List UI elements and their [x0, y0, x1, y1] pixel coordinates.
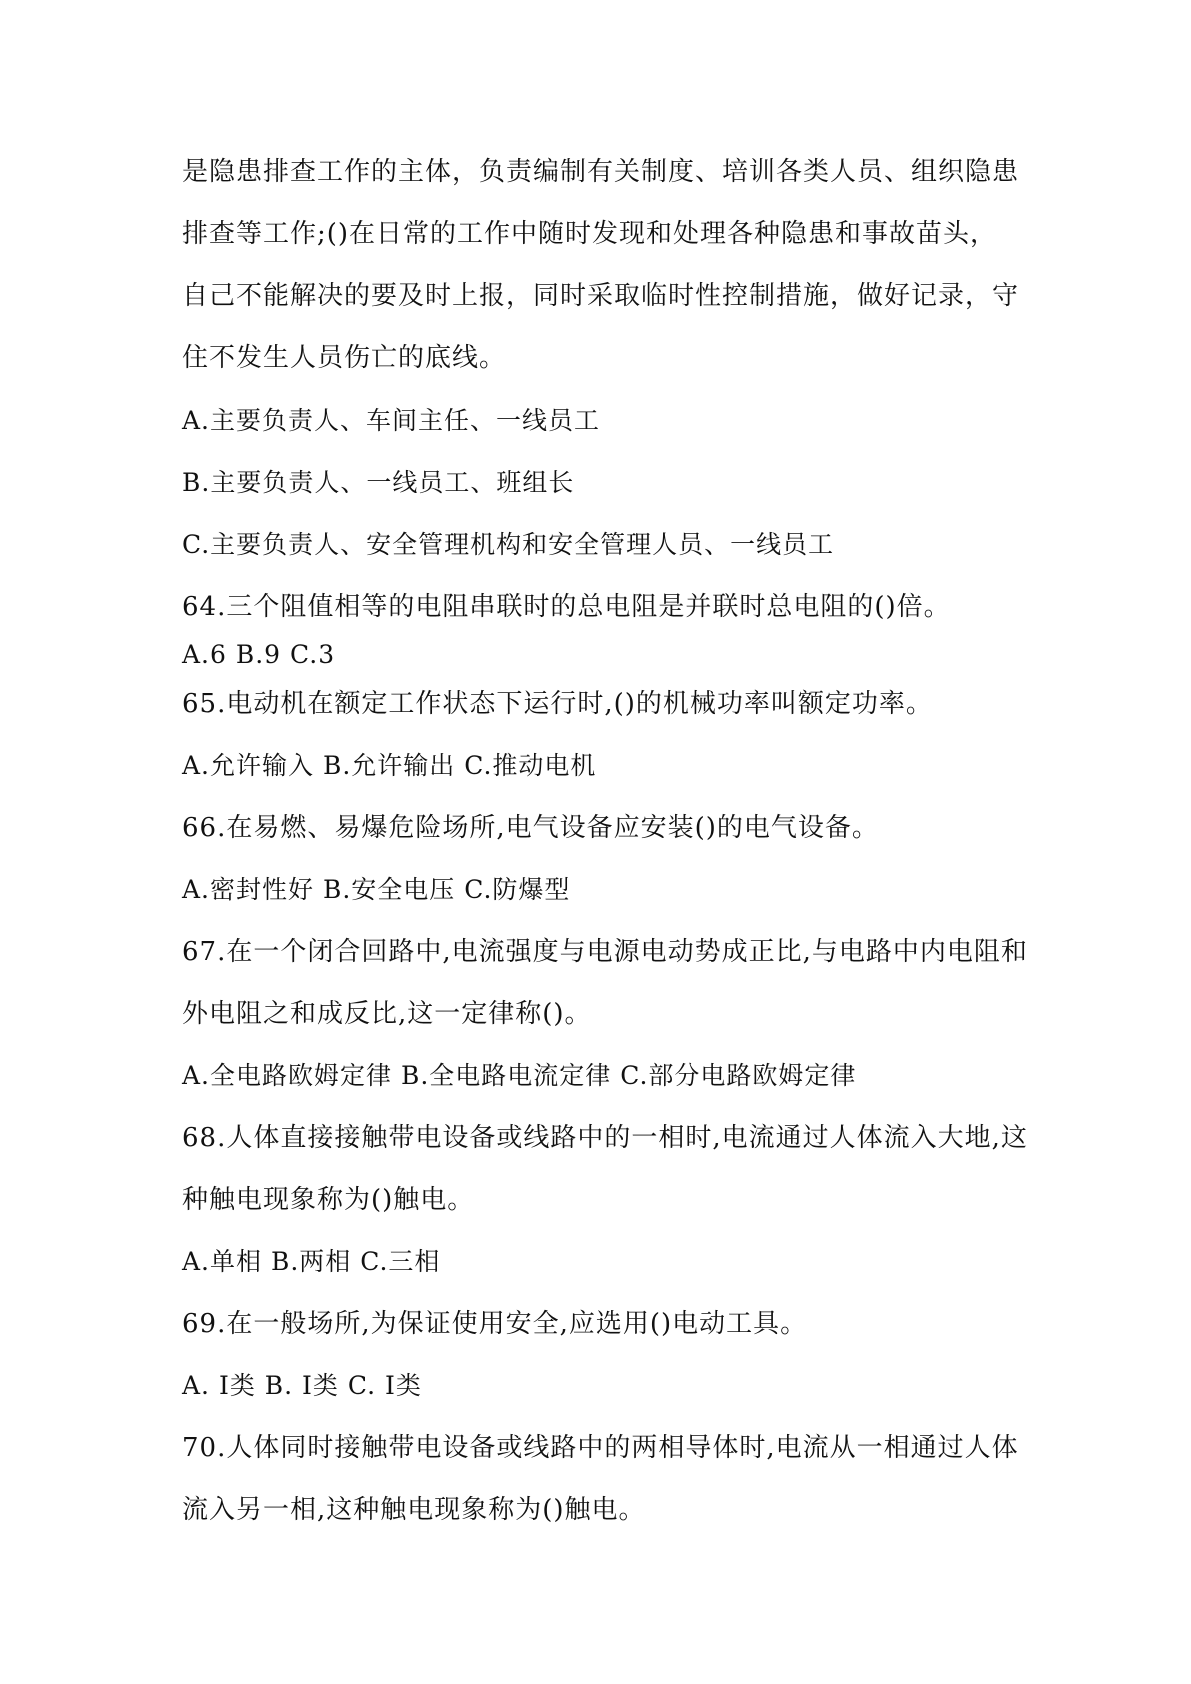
q63-option-b: B.主要负责人、一线员工、班组长	[182, 468, 575, 497]
q67-question-line-1: 67.在一个闭合回路中,电流强度与电源电动势成正比,与电路中内电阻和	[182, 937, 1028, 967]
q63-option-c: C.主要负责人、安全管理机构和安全管理人员、一线员工	[182, 530, 835, 559]
q69-options: A. I类 B. I类 C. I类	[182, 1371, 422, 1400]
q66-question: 66.在易燃、易爆危险场所,电气设备应安装()的电气设备。	[182, 813, 879, 843]
q68-options: A.单相 B.两相 C.三相	[182, 1247, 441, 1276]
q63-text-line-4: 住不发生人员伤亡的底线。	[182, 343, 507, 373]
q63-option-a: A.主要负责人、车间主任、一线员工	[182, 406, 601, 435]
q63-text-line-1: 是隐患排查工作的主体，负责编制有关制度、培训各类人员、组织隐患	[182, 157, 1020, 187]
q68-question-line-2: 种触电现象称为()触电。	[182, 1185, 475, 1215]
q63-text-line-2: 排查等工作;()在日常的工作中随时发现和处理各种隐患和事故苗头，	[182, 219, 998, 249]
q69-question: 69.在一般场所,为保证使用安全,应选用()电动工具。	[182, 1309, 808, 1339]
q70-question-line-2: 流入另一相,这种触电现象称为()触电。	[182, 1495, 646, 1525]
q65-question: 65.电动机在额定工作状态下运行时,()的机械功率叫额定功率。	[182, 689, 933, 719]
q64-question: 64.三个阻值相等的电阻串联时的总电阻是并联时总电阻的()倍。	[182, 592, 951, 622]
q65-options: A.允许输入 B.允许输出 C.推动电机	[182, 751, 597, 780]
q66-options: A.密封性好 B.安全电压 C.防爆型	[182, 875, 571, 904]
q64-options: A.6 B.9 C.3	[182, 640, 336, 669]
q67-options: A.全电路欧姆定律 B.全电路电流定律 C.部分电路欧姆定律	[182, 1061, 857, 1090]
q63-text-line-3: 自己不能解决的要及时上报，同时采取临时性控制措施，做好记录，守	[182, 281, 1020, 311]
q70-question-line-1: 70.人体同时接触带电设备或线路中的两相导体时,电流从一相通过人体	[182, 1433, 1019, 1463]
q68-question-line-1: 68.人体直接接触带电设备或线路中的一相时,电流通过人体流入大地,这	[182, 1123, 1028, 1153]
q67-question-line-2: 外电阻之和成反比,这一定律称()。	[182, 999, 592, 1029]
